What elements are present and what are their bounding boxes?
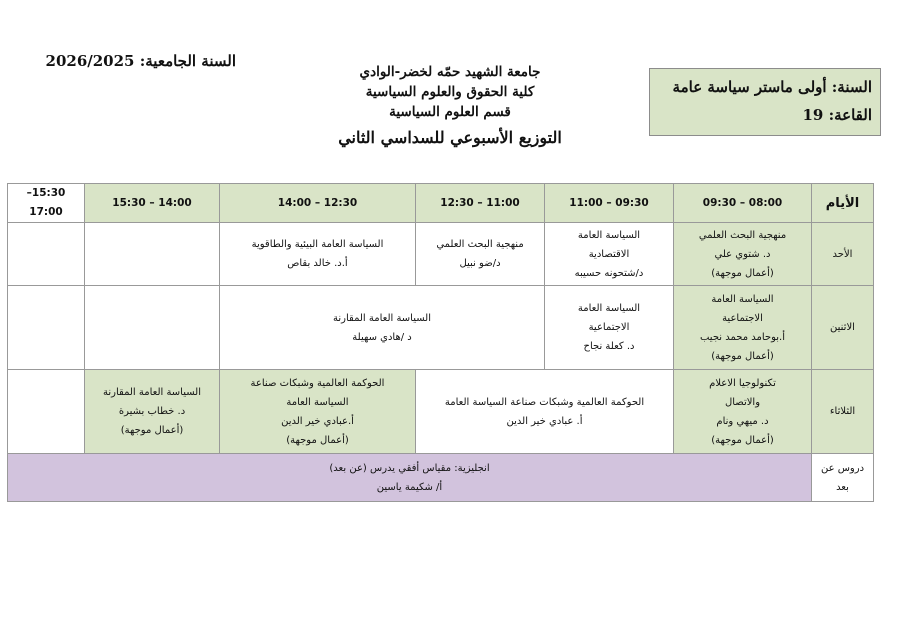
tuesday-slot-1: تكنولوجيا الاعلام والاتصال د. ميهي ونام (أعمال موجهة) (674, 370, 812, 454)
monday-slot-1: السياسة العامة الاجتماعية أ.بوحامد محمد نجيب (أعمال موجهة) (674, 286, 812, 370)
sunday-row (8, 223, 874, 286)
sunday-slot-1: منهجية البحث العلمي د. شتوي علي (أعمال موجهة) (674, 223, 812, 286)
tuesday-slot-4: الحوكمة العالمية وشبكات صناعة السياسة العامة أ.عبادي خير الدين (أعمال موجهة) (220, 370, 416, 454)
university-name: جامعة الشهيد حمّه لخضر-الوادي (359, 64, 541, 80)
time-slot-2: 09:30 – 11:00 (545, 184, 674, 223)
tuesday-slot-5: السياسة العامة المقارنة د. خطاب بشيرة (أعمال موجهة) (85, 370, 220, 454)
weekly-schedule-table (7, 183, 874, 502)
time-slot-4: 12:30 – 14:00 (220, 184, 416, 223)
time-slot-5: 14:00 – 15:30 (85, 184, 220, 223)
monday-slot-5 (85, 286, 220, 370)
header-row (8, 184, 874, 223)
monday-slot-3-4: السياسة العامة المقارنة د /هادي سهيلة (220, 286, 545, 370)
time-slot-3: 11:00 – 12:30 (416, 184, 545, 223)
sunday-slot-6 (8, 223, 85, 286)
class-info-box (649, 68, 881, 136)
tuesday-slot-6 (8, 370, 85, 454)
day-monday: الاثنين (812, 286, 874, 370)
monday-slot-6 (8, 286, 85, 370)
remote-row (8, 454, 874, 502)
sunday-slot-5 (85, 223, 220, 286)
sunday-slot-2: السياسة العامة الاقتصادية د/شتحونه حسيبه (545, 223, 674, 286)
academic-year: السنة الجامعية: 2026/2025 (45, 52, 236, 70)
day-sunday: الأحد (812, 223, 874, 286)
sunday-slot-4: السياسة العامة البيئية والطاقوية أ.د. خالد بقاص (220, 223, 416, 286)
remote-label: دروس عن بعد (812, 454, 874, 502)
schedule-title: التوزيع الأسبوعي للسداسي الثاني (338, 128, 562, 147)
tuesday-row (8, 370, 874, 454)
days-header: الأيام (812, 184, 874, 223)
level-label: السنة: أولى ماستر سياسة عامة (672, 78, 872, 96)
room-label: القاعة: 19 (802, 106, 872, 124)
sunday-slot-3: منهجية البحث العلمي د/ضو نبيل (416, 223, 545, 286)
tuesday-slot-2-3: الحوكمة العالمية وشبكات صناعة السياسة العامة أ. عبادي خير الدين (416, 370, 674, 454)
page-header (300, 62, 600, 150)
faculty-name: كلية الحقوق والعلوم السياسية (365, 84, 535, 100)
remote-course: انجليزية: مقياس أفقي يدرس (عن بعد) أ/ شكيمة ياسين (8, 454, 812, 502)
monday-slot-2: السياسة العامة الاجتماعية د. كعلة نجاح (545, 286, 674, 370)
day-tuesday: الثلاثاء (812, 370, 874, 454)
department-name: قسم العلوم السياسية (389, 104, 511, 120)
time-slot-1: 08:00 – 09:30 (674, 184, 812, 223)
time-slot-6: 15:30–17:00 (8, 184, 85, 223)
monday-row (8, 286, 874, 370)
